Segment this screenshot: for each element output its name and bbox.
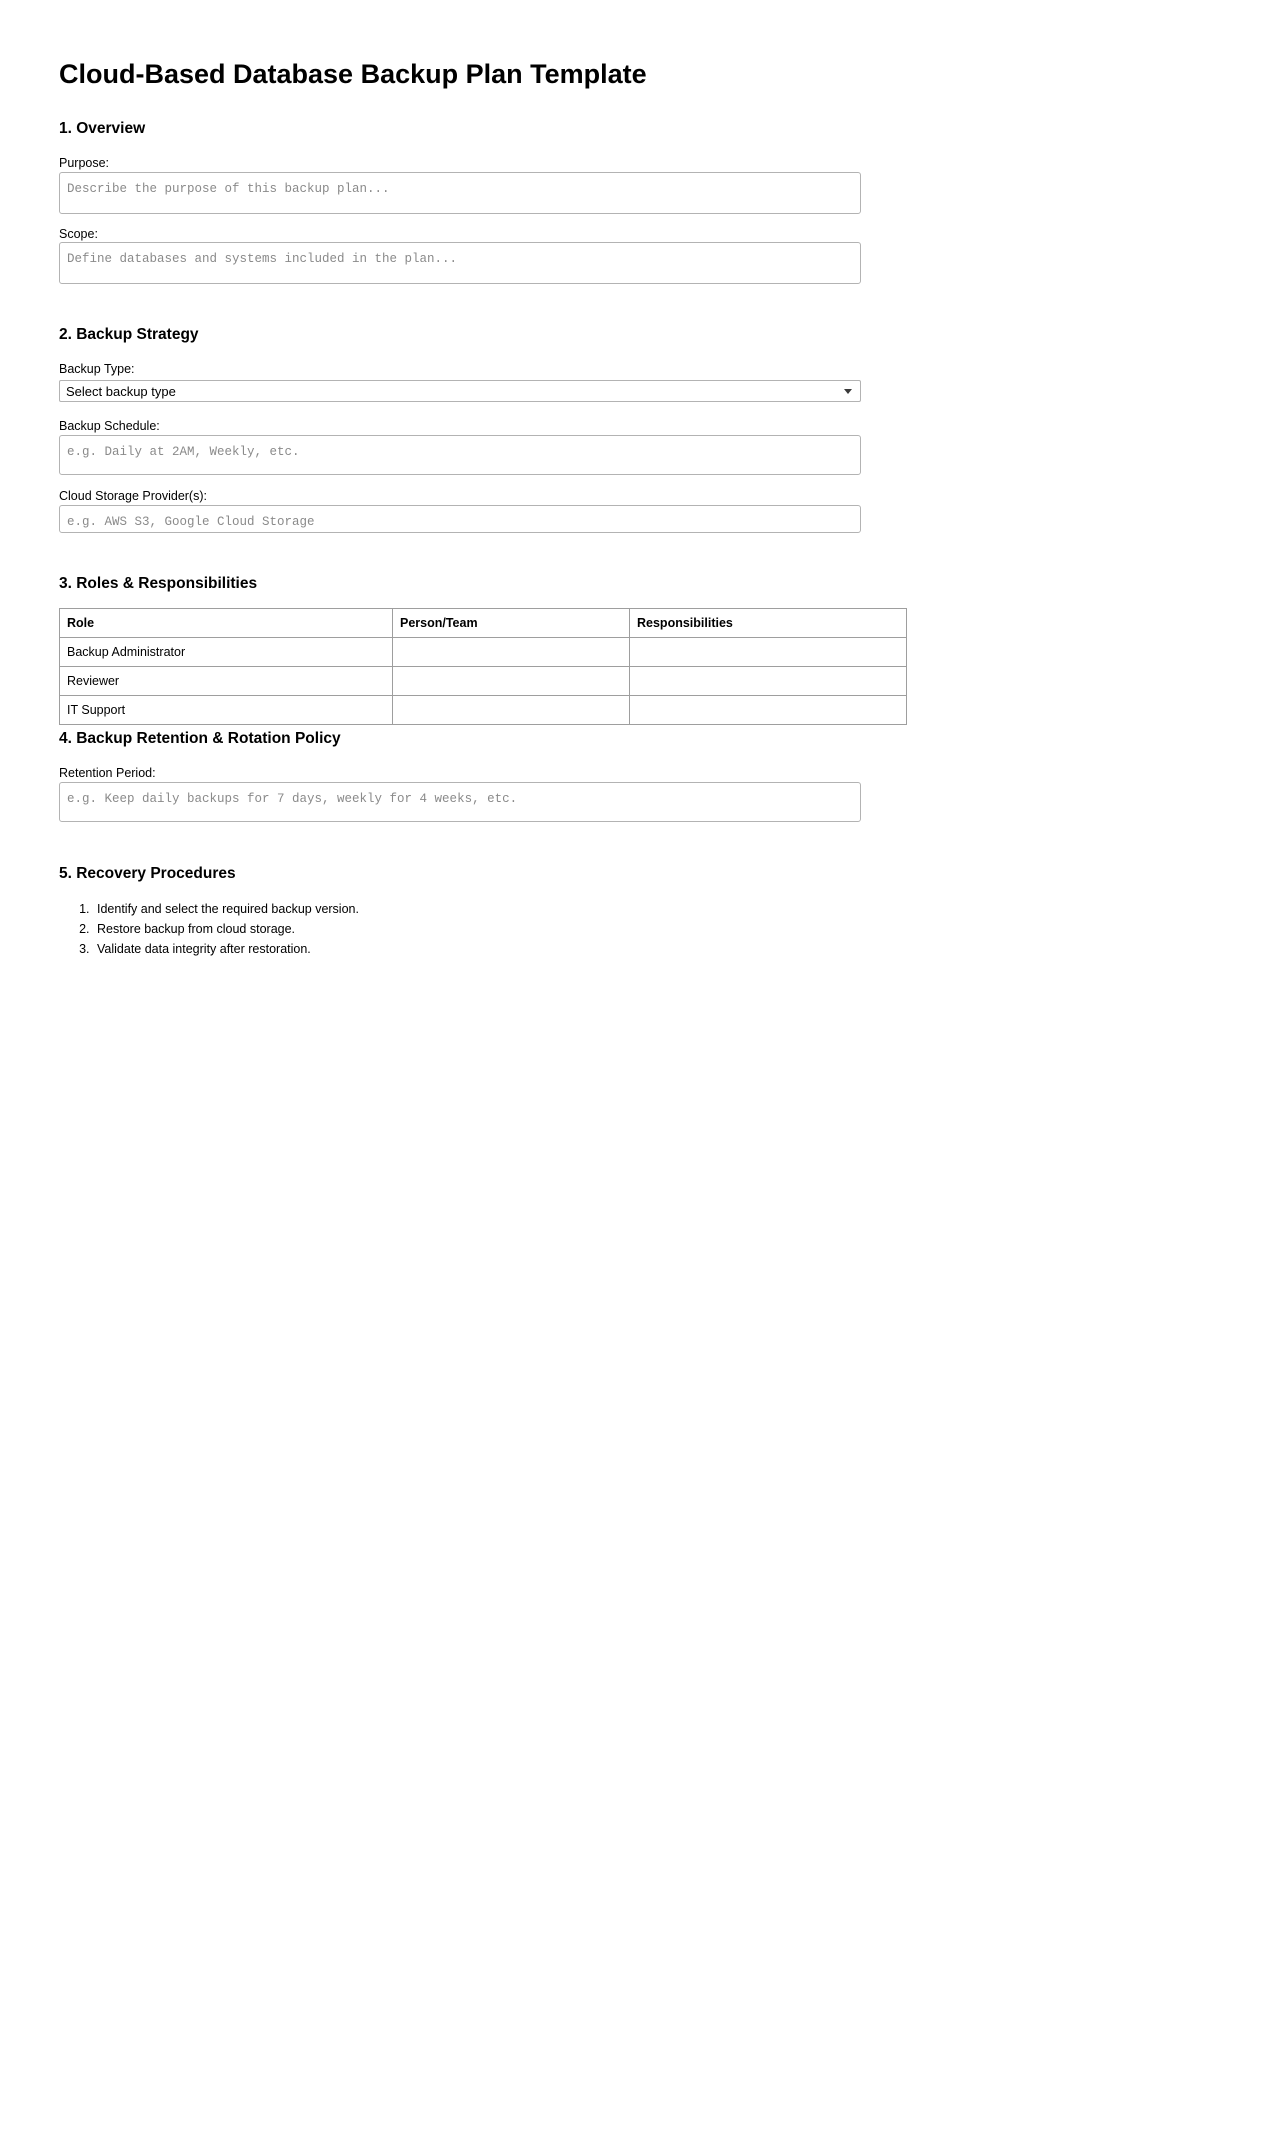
section-heading-roles: 3. Roles & Responsibilities — [59, 575, 258, 592]
table-row — [60, 638, 907, 667]
cell-person[interactable] — [393, 638, 630, 667]
cell-role: IT Support — [60, 696, 393, 725]
section-heading-recovery: 5. Recovery Procedures — [59, 865, 236, 882]
section-heading-overview: 1. Overview — [59, 120, 146, 137]
column-header-role: Role — [60, 609, 393, 638]
cloud-storage-input[interactable] — [59, 505, 861, 533]
column-header-responsibilities: Responsibilities — [630, 609, 907, 638]
table-header-row — [60, 609, 907, 638]
list-item: 1. Identify and select the required backup version. — [93, 899, 359, 919]
cloud-storage-label: Cloud Storage Provider(s): — [59, 489, 207, 503]
list-item: 2. Restore backup from cloud storage. — [93, 919, 359, 939]
backup-schedule-label: Backup Schedule: — [59, 419, 160, 433]
list-item: 3. Validate data integrity after restoration. — [93, 939, 359, 959]
document-viewport — [0, 0, 1263, 956]
backup-schedule-input[interactable] — [59, 435, 861, 475]
cell-role: Backup Administrator — [60, 638, 393, 667]
cell-role: Reviewer — [60, 667, 393, 696]
retention-period-input[interactable] — [59, 782, 861, 822]
section-heading-backup-strategy: 2. Backup Strategy — [59, 326, 199, 343]
scope-label: Scope: — [59, 227, 98, 241]
cell-responsibilities[interactable] — [630, 667, 907, 696]
backup-type-select[interactable] — [59, 380, 861, 402]
purpose-input[interactable] — [59, 172, 861, 214]
recovery-steps-list — [59, 899, 359, 959]
section-heading-retention: 4. Backup Retention & Rotation Policy — [59, 730, 341, 747]
column-header-person-team: Person/Team — [393, 609, 630, 638]
backup-type-label: Backup Type: — [59, 362, 135, 376]
page-title: Cloud-Based Database Backup Plan Template — [59, 59, 647, 89]
retention-period-label: Retention Period: — [59, 766, 156, 780]
roles-table — [59, 608, 907, 725]
cell-person[interactable] — [393, 696, 630, 725]
backup-type-select-wrapper[interactable] — [59, 380, 861, 402]
table-row — [60, 696, 907, 725]
scope-input[interactable] — [59, 242, 861, 284]
purpose-label: Purpose: — [59, 156, 110, 170]
cell-person[interactable] — [393, 667, 630, 696]
cell-responsibilities[interactable] — [630, 696, 907, 725]
table-row — [60, 667, 907, 696]
cell-responsibilities[interactable] — [630, 638, 907, 667]
